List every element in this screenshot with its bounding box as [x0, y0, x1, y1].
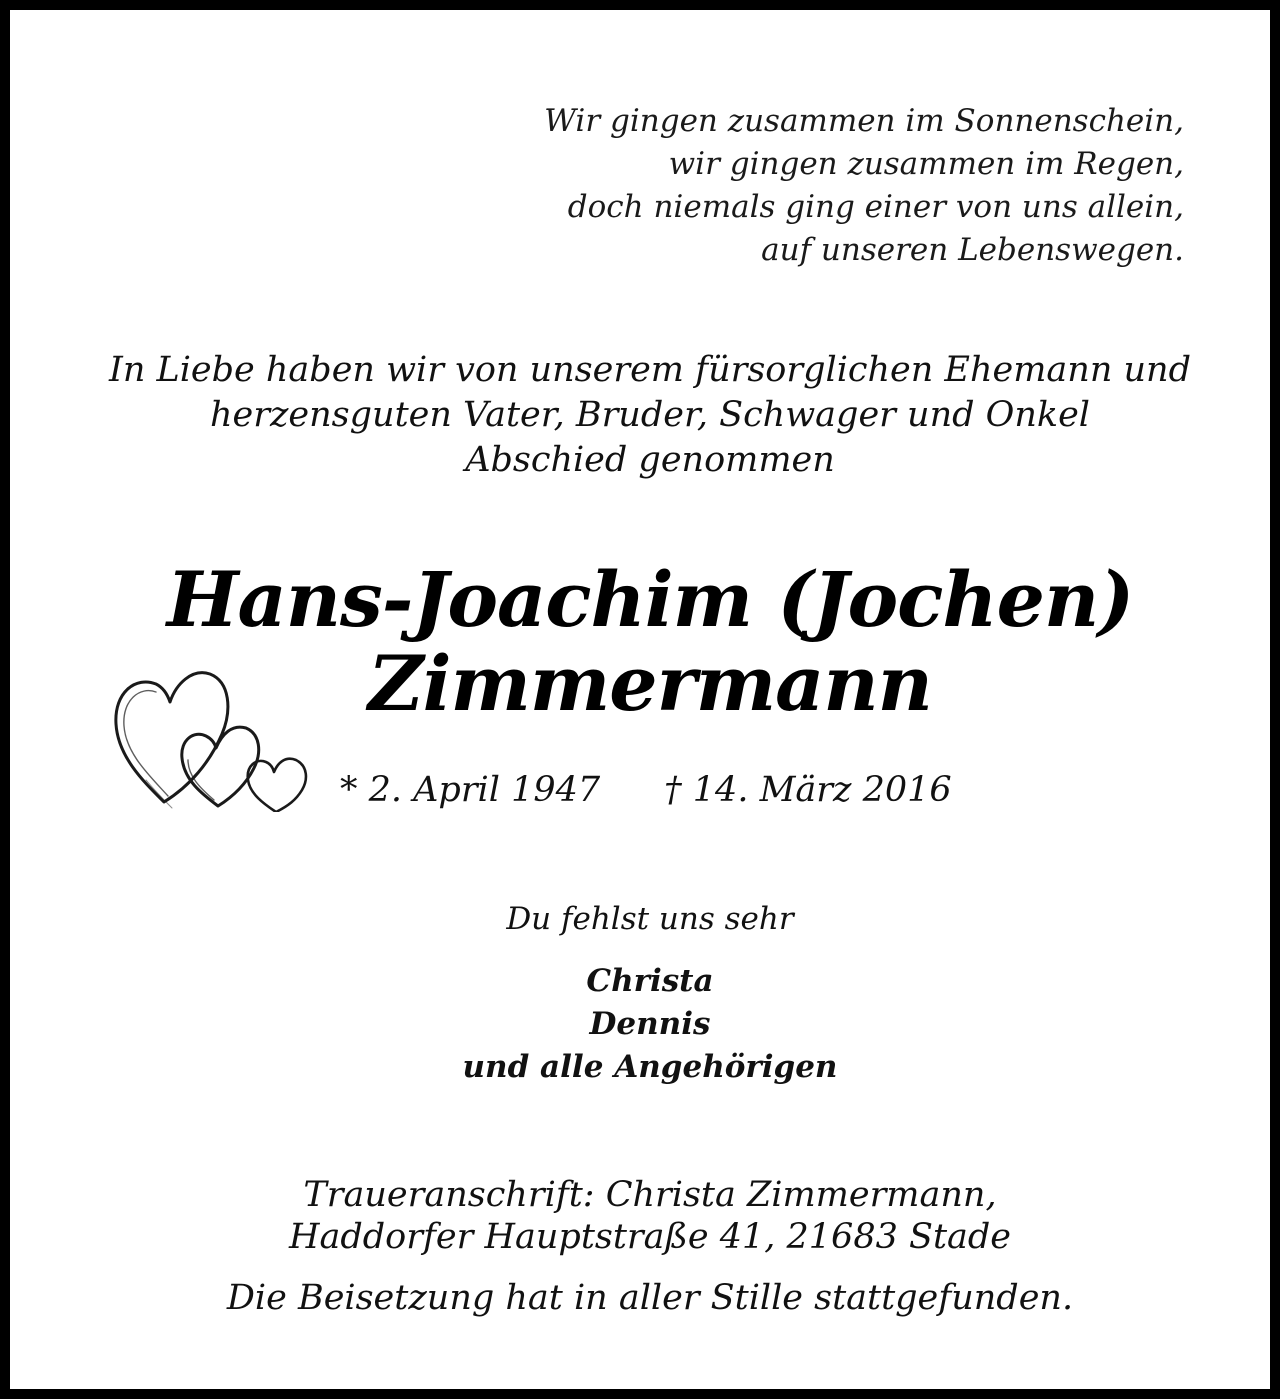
intro-line: herzensguten Vater, Bruder, Schwager und Onkel: [209, 395, 1090, 435]
poem-line: doch niemals ging einer von uns allein,: [567, 189, 1184, 225]
deceased-name-line2: Zimmermann: [368, 639, 932, 728]
poem-line: wir gingen zusammen im Regen,: [668, 146, 1184, 182]
intro-line: Abschied genommen: [465, 440, 835, 480]
mourners-list: [10, 960, 1280, 1089]
address-line: Haddorfer Hauptstraße 41, 21683 Stade: [288, 1217, 1012, 1257]
life-dates: [340, 768, 952, 812]
mourner-name: Christa: [586, 963, 714, 999]
intro-line: In Liebe haben wir von unserem fürsorglichen Ehemann und: [109, 350, 1191, 390]
address-line: Traueranschrift: Christa Zimmermann,: [303, 1175, 997, 1215]
poem-line: Wir gingen zusammen im Sonnenschein,: [544, 103, 1184, 139]
death-date: † 14. März 2016: [664, 770, 952, 810]
mourner-name: Dennis: [589, 1006, 711, 1042]
three-hearts-icon: [106, 662, 316, 812]
intro-text: [10, 348, 1280, 483]
poem-line: auf unseren Lebenswegen.: [761, 232, 1184, 268]
poem: [544, 100, 1184, 272]
deceased-name-line1: Hans-Joachim (Jochen): [166, 555, 1134, 644]
farewell-message: Du fehlst uns sehr: [506, 901, 794, 937]
mourner-name: und alle Angehörigen: [462, 1049, 838, 1085]
burial-note: Die Beisetzung hat in aller Stille stattgefunden.: [226, 1278, 1074, 1318]
mourning-address: [10, 1174, 1280, 1258]
birth-date: * 2. April 1947: [340, 770, 601, 810]
